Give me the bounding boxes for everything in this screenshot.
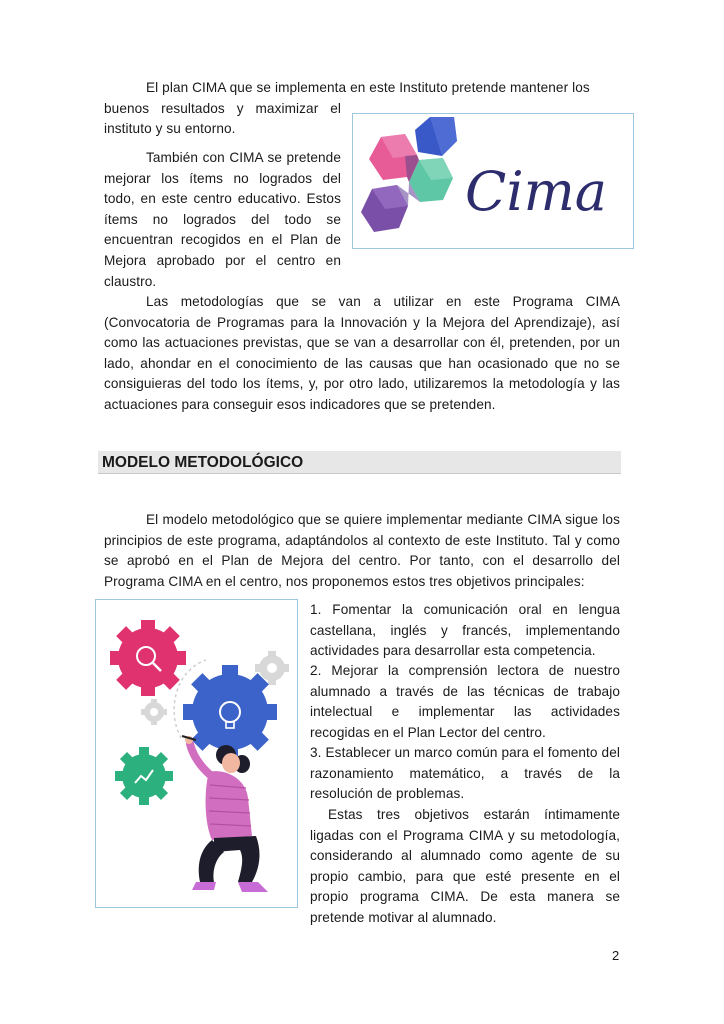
objective-item-3: 3. Establecer un marco común para el fomento del razonamiento matemático, a través de la resolución de problemas.	[310, 745, 620, 802]
blue-gear-icon	[183, 665, 277, 759]
paragraph-model: El modelo metodológico que se quiere implementar mediante CIMA sigue los principios de este programa, adaptándolos al contexto de este Instituto. Tal y como se aprobó en el Plan de Mejora del centro. Por tanto, con el desarrollo del Programa CIMA en el centro, nos proponemos estos tres objetivos principales:	[104, 512, 620, 589]
cima-logo-graphic	[353, 114, 633, 248]
person-illustration	[182, 736, 268, 892]
intro-line-1: El plan CIMA que se implementa en este Instituto pretende mantener los	[146, 80, 590, 95]
paragraph-items: También con CIMA se pretende mejorar los ítems no logrados del todo, en este centro educativo. Estos ítems no logrados del todo se encuentran recogidos en el Plan de Mejora aprobado por el centro en claustro.	[104, 150, 341, 289]
objective-item-1: 1. Fomentar la comunicación oral en lengua castellana, inglés y francés, implementando actividades para desarrollar esta competencia.	[310, 602, 620, 659]
illustration	[95, 599, 298, 908]
closing-paragraph: Estas tres objetivos estarán íntimamente ligadas con el Programa CIMA y su metodología, considerando al alumnado como agente de su propio cambio, para que esté presente en el propio programa CIMA. De esta manera se pretende motivar al alumnado.	[310, 807, 620, 925]
intro-line-3: instituto y su entorno.	[104, 121, 236, 136]
gray-gear-icon	[141, 699, 167, 725]
intro-line-2: buenos resultados y maximizar el	[104, 101, 341, 116]
paragraph-methodologies: Las metodologías que se van a utilizar en este Programa CIMA (Convocatoria de Programas para la Innovación y la Mejora del Aprendizaje), así como las actuaciones previstas, que se van a desarrollar con él, pretenden, por un lado, ahondar en el conocimiento de las causas que han ocasionado que no se consiguieras del todo los ítems, y, por otro lado, utilizaremos la metodología y las actuaciones para conseguir esos indicadores que se pretenden.	[104, 294, 620, 412]
section-heading: MODELO METODOLÓGICO	[98, 451, 621, 474]
gears-illustration	[96, 600, 297, 907]
pink-gear-icon	[110, 620, 186, 696]
objective-item-2: 2. Mejorar la comprensión lectora de nuestro alumnado a través de las técnicas de trabajo intelectual e implementar las actividades recogidas en el Plan Lector del centro.	[310, 663, 620, 740]
green-gear-icon	[115, 747, 173, 805]
page-number: 2	[612, 948, 620, 963]
cima-logo	[352, 113, 634, 249]
logo-wordmark: Cima	[465, 160, 607, 223]
